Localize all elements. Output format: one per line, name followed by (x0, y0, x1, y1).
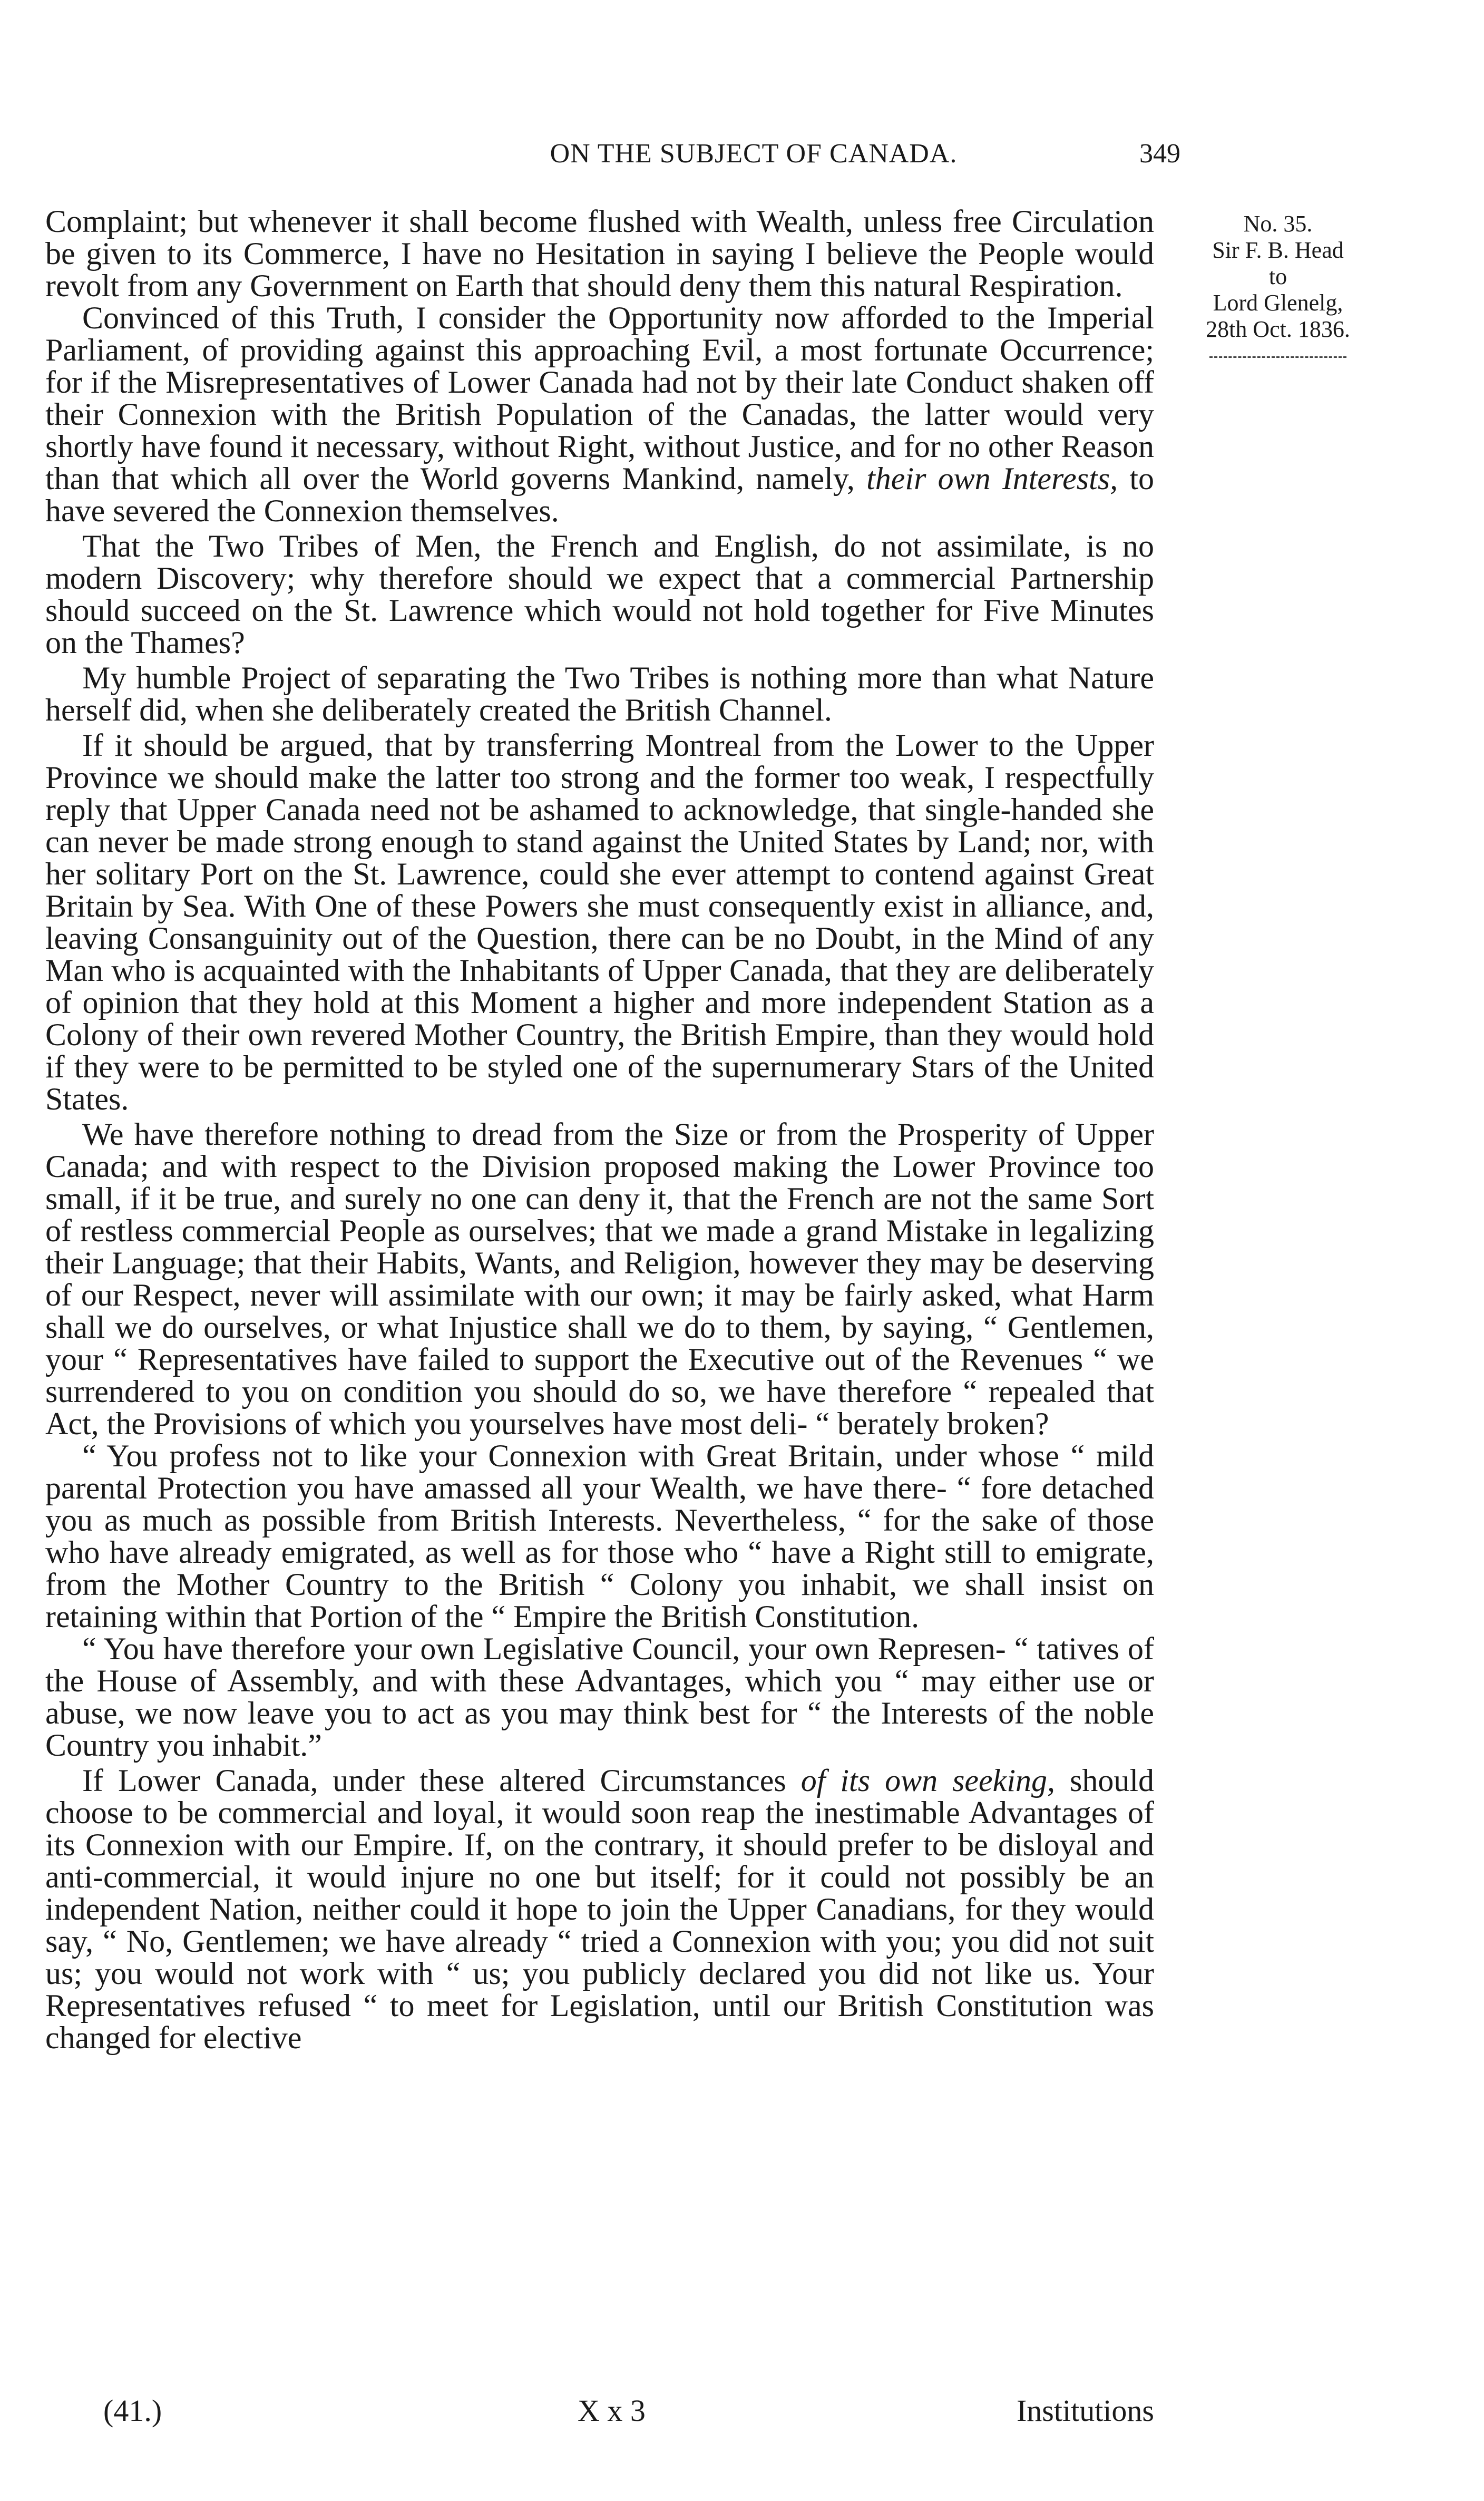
catchword: Institutions (1016, 2393, 1154, 2428)
page-number: 349 (1139, 139, 1180, 169)
note-number: No. 35. (1243, 211, 1313, 237)
paragraph: If it should be argued, that by transferring Montreal from the Lower to the Upper Province we should make the latter too strong and the former too weak, I respectfully reply that Upper Canada need not be ashamed to acknowledge, that single-handed she can never be made strong enough to stand against the United States by Land; nor, with her solitary Port on the St. Lawrence, could she ever attempt to contend against Great Britain by Sea. With One of these Powers she must consequently exist in alliance, and, leaving Consanguinity out of the Question, there can be no Doubt, in the Mind of any Man who is acquainted with the Inhabitants of Upper Canada, that they are deliberately of opinion that they hold at this Moment a higher and more independent Station as a Colony of their own revered Mother Country, the British Empire, than they would hold if they were to be permitted to be styled one of the supernumerary Stars of the United States. (45, 728, 1154, 1116)
paragraph: “ You profess not to like your Connexion with Great Britain, under whose “ mild parental Protection you have amassed all your Wealth, we have there- “ fore detached you as much as possible from British Interests. Nevertheless, “ for the sake of those who have already emigrated, as well as for those who “ have a Right still to emigrate, from the Mother Country to the British “ Colony you inhabit, we shall insist on retaining within that Portion of the “ Empire the British Constitution. (45, 1438, 1154, 1634)
running-head: ON THE SUBJECT OF CANADA. (550, 139, 958, 169)
italic-phrase: of its own seeking, (800, 1763, 1055, 1798)
note-date: 28th Oct. 1836. (1206, 316, 1350, 342)
paragraph: Convinced of this Truth, I consider the Opportunity now afforded to the Imperial Parliament, of providing against this approaching Evil, a most fortunate Occurrence; for if the Misrepresentatives of Lower Canada had not by their late Conduct shaken off their Connexion with the British Population of the Canadas, the latter would very shortly have found it necessary, without Right, without Justice, and for no other Reason than that which all over the World governs Mankind, namely, their own Interests, to have severed the Connexion themselves. (45, 300, 1155, 528)
footer-number: (41.) (103, 2393, 162, 2428)
paragraph: If Lower Canada, under these altered Circumstances of its own seeking, should choose to be commercial and loyal, it would soon reap the inestimable Advantages of its Connexion with our Empire. If, on the contrary, it should prefer to be disloyal and anti-commercial, it would injure no one but itself; for it could not possibly be an independent Nation, neither could it hope to join the Upper Canadians, for they would say, “ No, Gentlemen; we have already “ tried a Connexion with you; you did not suit us; you would not work with “ us; you publicly declared you did not like us. Your Representatives refused “ to meet for Legislation, until our British Constitution was changed for elective (45, 1763, 1155, 2055)
body-text (45, 206, 1154, 2054)
paragraph: We have therefore nothing to dread from the Size or from the Prosperity of Upper Canada; and with respect to the Division proposed making the Lower Province too small, if it be true, and surely no one can deny it, that the French are not the same Sort of restless commercial People as ourselves; that we made a grand Mistake in legalizing their Language; that their Habits, Wants, and Religion, however they may be deserving of our Respect, never will assimilate with our own; it may be fairly asked, what Harm shall we do ourselves, or what Injustice shall we do to them, by saying, “ Gentlemen, your “ Representatives have failed to support the Executive out of the Revenues “ we surrendered to you on condition you should do so, we have therefore “ repealed that Act, the Provisions of which you yourselves have most deli- “ berately broken? (45, 1117, 1154, 1441)
paragraph: “ You have therefore your own Legislative Council, your own Represen- “ tatives of the House of Assembly, and with these Advantages, which you “ may either use or abuse, we now leave you to act as you may think best for “ the Interests of the noble Country you inhabit.” (45, 1631, 1154, 1763)
signature-mark: X x 3 (578, 2393, 646, 2428)
margin-note (1191, 211, 1365, 358)
note-rule (1209, 356, 1346, 358)
paragraph: Complaint; but whenever it shall become flushed with Wealth, unless free Circulation be given to its Commerce, I have no Hesitation in saying I believe the People would revolt from any Government on Earth that should deny them this natural Respiration. (45, 204, 1154, 303)
note-sender: Sir F. B. Head (1212, 237, 1344, 263)
italic-phrase: their own Interests, (866, 461, 1118, 496)
note-recipient: Lord Glenelg, (1213, 290, 1343, 316)
paragraph: That the Two Tribes of Men, the French and English, do not assimilate, is no modern Discovery; why therefore should we expect that a commercial Partnership should succeed on the St. Lawrence which would not hold together for Five Minutes on the Thames? (45, 529, 1154, 660)
page-footer (45, 2393, 1154, 2430)
note-to: to (1268, 264, 1287, 289)
paragraph: My humble Project of separating the Two Tribes is nothing more than what Nature herself did, when she deliberately created the British Channel. (45, 660, 1154, 727)
